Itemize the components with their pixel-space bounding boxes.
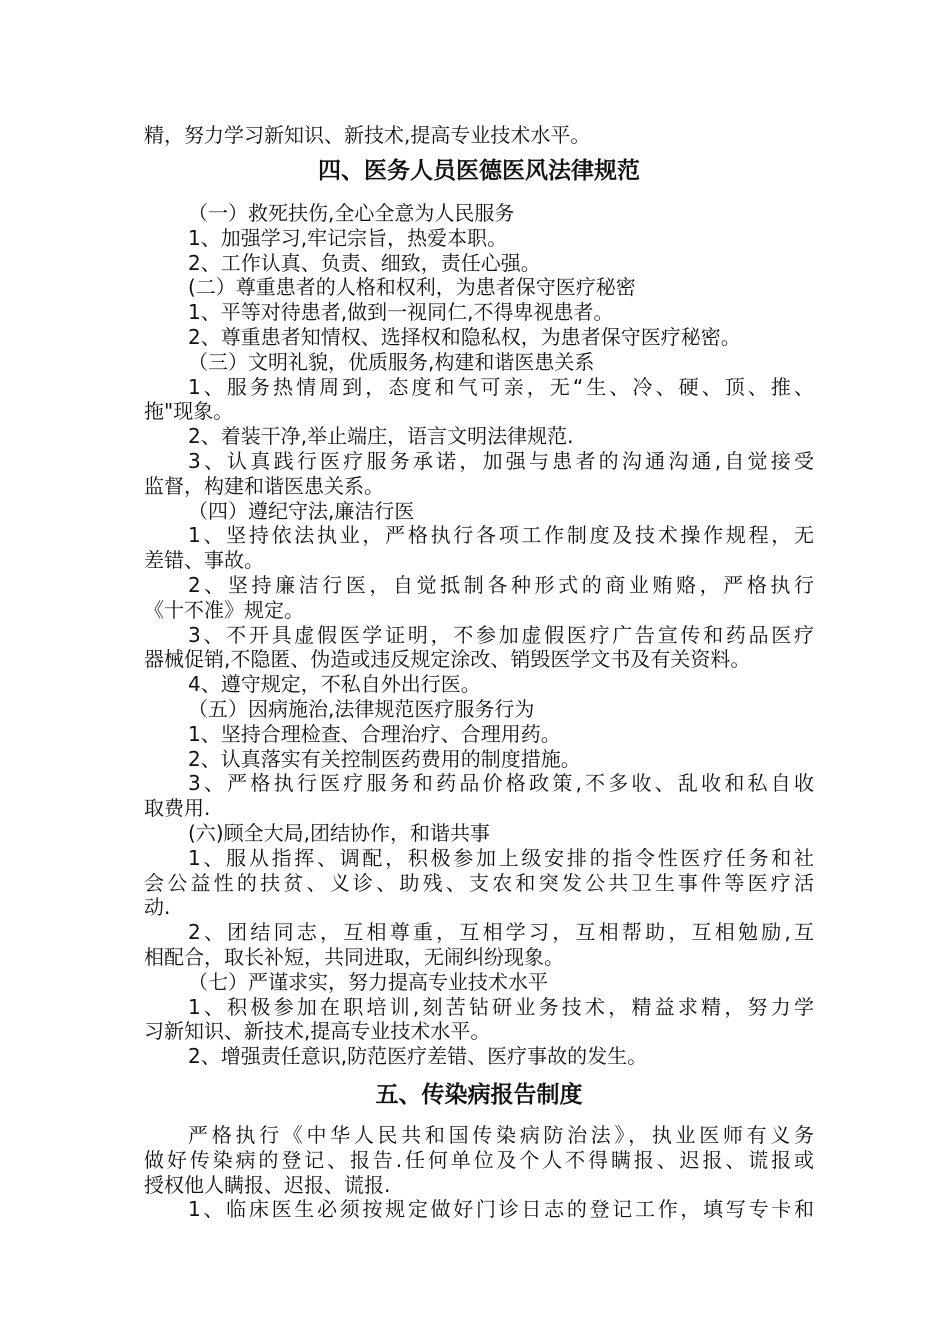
paragraph-line: 2、尊重患者知情权、选择权和隐私权，为患者保守医疗秘密。 <box>188 325 741 349</box>
paragraph-line: 《十不准》规定。 <box>144 597 304 622</box>
paragraph-line: 2、坚持廉洁行医，自觉抵制各种形式的商业贿赂，严格执行 <box>188 573 814 597</box>
paragraph-line: 严格执行《中华人民共和国传染病防治法》，执业医师有义务 <box>188 1123 814 1147</box>
paragraph-line: 相配合，取长补短，共同进取，无闹纠纷现象。 <box>144 945 564 969</box>
paragraph-line: 3、认真践行医疗服务承诺，加强与患者的沟通沟通,自觉接受 <box>188 449 814 473</box>
paragraph-line: （七）严谨求实，努力提高专业技术水平 <box>188 969 548 994</box>
paragraph-line: 器械促销,不隐匿、伪造或违反规定涂改、销毁医学文书及有关资料。 <box>144 647 751 672</box>
paragraph-line: (二）尊重患者的人格和权利，为患者保守医疗秘密 <box>188 275 636 300</box>
paragraph-line: （四）遵纪守法,廉洁行医 <box>188 498 415 523</box>
paragraph-line: 2、工作认真、负责、细致，责任心强。 <box>188 250 541 275</box>
paragraph-line: 做好传染病的登记、报告.任何单位及个人不得瞒报、迟报、谎报或 <box>144 1147 814 1172</box>
paragraph-line: 差错、事故。 <box>144 548 264 573</box>
paragraph-line: 3、不开具虚假医学证明，不参加虚假医疗广告宣传和药品医疗 <box>188 622 814 647</box>
paragraph-line: 1、临床医生必须按规定做好门诊日志的登记工作，填写专卡和 <box>188 1197 814 1222</box>
paragraph-line: 授权他人瞒报、迟报、谎报. <box>144 1172 391 1197</box>
paragraph-line: （三）文明礼貌，优质服务,构建和谐医患关系 <box>188 349 595 374</box>
paragraph-line: 2、增强责任意识,防范医疗差错、医疗事故的发生。 <box>188 1044 648 1069</box>
paragraph-line: 会公益性的扶贫、义诊、助残、支农和突发公共卫生事件等医疗活 <box>144 870 814 895</box>
paragraph-line: 1、积极参加在职培训,刻苦钻研业务技术，精益求精，努力学 <box>188 994 814 1019</box>
paragraph-line: 1、坚持依法执业，严格执行各项工作制度及技术操作规程，无 <box>188 523 814 548</box>
paragraph-line: 3、严格执行医疗服务和药品价格政策,不多收、乱收和私自收 <box>188 771 814 796</box>
paragraph-line: 2、认真落实有关控制医药费用的制度措施。 <box>188 746 581 771</box>
paragraph-line: 1、服从指挥、调配，积极参加上级安排的指令性医疗任务和社 <box>188 845 814 870</box>
paragraph-line: (六)顾全大局,团结协作，和谐共事 <box>188 821 490 845</box>
section-heading-4: 四、医务人员医德医风法律规范 <box>318 158 640 184</box>
paragraph-line: 精，努力学习新知识、新技术,提高专业技术水平。 <box>144 123 591 147</box>
section-heading-5: 五、传染病报告制度 <box>375 1082 583 1108</box>
paragraph-line: 2、着装干净,举止端庄，语言文明法律规范. <box>188 424 574 449</box>
paragraph-line: 4、遵守规定，不私自外出行医。 <box>188 672 481 697</box>
paragraph-line: 1、加强学习,牢记宗旨，热爱本职。 <box>188 225 508 250</box>
paragraph-line: 动. <box>144 895 171 920</box>
paragraph-line: 取费用. <box>144 796 211 821</box>
paragraph-line: （五）因病施治,法律规范医疗服务行为 <box>188 697 535 721</box>
paragraph-line: 1、平等对待患者,做到一视同仁,不得卑视患者。 <box>188 300 614 325</box>
paragraph-line: 习新知识、新技术,提高专业技术水平。 <box>144 1019 491 1044</box>
paragraph-line: 监督，构建和谐医患关系。 <box>144 473 384 498</box>
paragraph-line: 2、团结同志，互相尊重，互相学习，互相帮助，互相勉励,互 <box>188 920 814 945</box>
paragraph-line: 1、服务热情周到，态度和气可亲，无“生、冷、硬、顶、推、 <box>188 374 814 399</box>
paragraph-line: （一）救死扶伤,全心全意为人民服务 <box>188 201 515 225</box>
paragraph-line: 拖"现象。 <box>144 399 234 424</box>
paragraph-line: 1、坚持合理检查、合理治疗、合理用药。 <box>188 721 561 746</box>
